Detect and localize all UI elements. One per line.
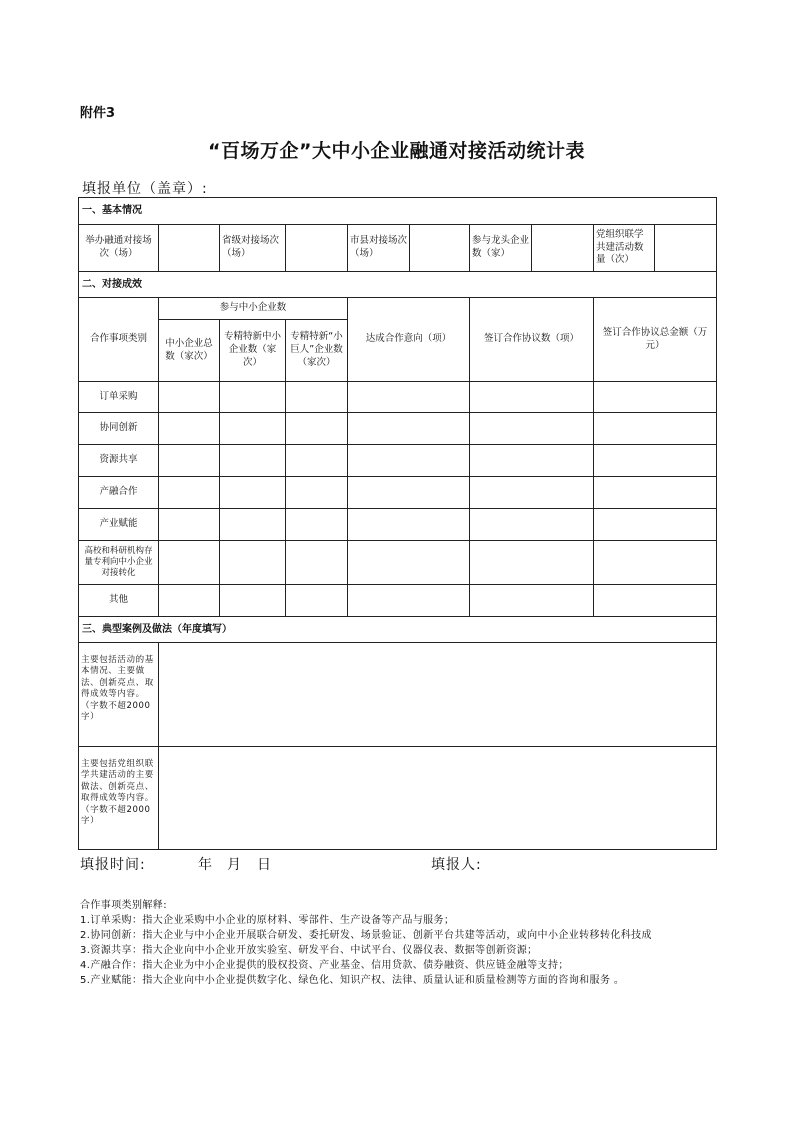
fill-year-label: 年 bbox=[198, 857, 213, 873]
row-label-order-purchase: 订单采购 bbox=[79, 382, 159, 413]
cell-input[interactable] bbox=[348, 477, 470, 509]
attachment-label: 附件3 bbox=[80, 106, 116, 121]
cell-input[interactable] bbox=[286, 445, 348, 477]
cell-input[interactable] bbox=[159, 382, 220, 413]
header-intent: 达成合作意向（项） bbox=[348, 298, 470, 382]
cell-input[interactable] bbox=[286, 477, 348, 509]
cell-input[interactable] bbox=[159, 477, 220, 509]
case-description-activities: 主要包括活动的基本情况、主要做法、创新亮点、取得成效等内容。（字数不超2000字） bbox=[79, 643, 159, 747]
cell-input[interactable] bbox=[286, 413, 348, 445]
note-item: 1.订单采购：指大企业采购中小企业的原材料、零部件、生产设备等产品与服务； bbox=[80, 915, 455, 926]
header-sme-group: 参与中小企业数 bbox=[159, 298, 348, 320]
section-basic-title: 一、基本情况 bbox=[79, 198, 717, 225]
cell-input[interactable] bbox=[286, 541, 348, 585]
row-label-co-innovation: 协同创新 bbox=[79, 413, 159, 445]
cell-input[interactable] bbox=[220, 477, 286, 509]
cell-input[interactable] bbox=[220, 509, 286, 541]
cell-input[interactable] bbox=[594, 585, 717, 617]
statistics-table bbox=[78, 197, 717, 850]
cell-input[interactable] bbox=[286, 382, 348, 413]
fill-time-label: 填报时间: bbox=[80, 857, 146, 873]
cell-input[interactable] bbox=[220, 585, 286, 617]
input-party-activities[interactable] bbox=[655, 225, 717, 272]
row-label-industry-empower: 产业赋能 bbox=[79, 509, 159, 541]
filler-label: 填报人: bbox=[431, 857, 482, 873]
input-provincial-sessions[interactable] bbox=[286, 225, 348, 272]
row-label-patent-transfer: 高校和科研机构存量专利向中小企业对接转化 bbox=[79, 541, 159, 585]
cell-input[interactable] bbox=[348, 541, 470, 585]
cell-input[interactable] bbox=[159, 445, 220, 477]
header-specialized: 专精特新中小企业数（家次） bbox=[220, 320, 286, 382]
row-label-resource-sharing: 资源共享 bbox=[79, 445, 159, 477]
cell-input[interactable] bbox=[470, 509, 594, 541]
section-cases-title: 三、典型案例及做法（年度填写） bbox=[79, 617, 717, 643]
notes-heading: 合作事项类别解释: bbox=[80, 900, 167, 911]
cell-input[interactable] bbox=[159, 585, 220, 617]
cell-input[interactable] bbox=[286, 585, 348, 617]
cell-input[interactable] bbox=[220, 382, 286, 413]
label-party-activities: 党组织联学共建活动数量（次） bbox=[594, 225, 655, 272]
cell-input[interactable] bbox=[594, 541, 717, 585]
cell-input[interactable] bbox=[594, 382, 717, 413]
cell-input[interactable] bbox=[159, 509, 220, 541]
cell-input[interactable] bbox=[220, 445, 286, 477]
section-results-title: 二、对接成效 bbox=[79, 272, 717, 298]
fill-unit-label: 填报单位（盖章）: bbox=[82, 181, 208, 197]
cell-input[interactable] bbox=[470, 413, 594, 445]
cell-input[interactable] bbox=[220, 413, 286, 445]
note-item: 2.协同创新：指大企业与中小企业开展联合研发、委托研发、场景验证、创新平台共建等活动，或向中小企业转移转化科技成 bbox=[80, 930, 652, 941]
cell-input[interactable] bbox=[220, 541, 286, 585]
cell-input[interactable] bbox=[348, 445, 470, 477]
cell-input[interactable] bbox=[594, 477, 717, 509]
note-item: 5.产业赋能：指大企业向中小企业提供数字化、绿色化、知识产权、法律、质量认证和质量检测等方面的咨询和服务 。 bbox=[80, 975, 625, 986]
row-label-industry-finance: 产融合作 bbox=[79, 477, 159, 509]
cell-input[interactable] bbox=[594, 413, 717, 445]
input-total-sessions[interactable] bbox=[159, 225, 220, 272]
cell-input[interactable] bbox=[470, 585, 594, 617]
label-provincial-sessions: 省级对接场次（场） bbox=[220, 225, 286, 272]
header-category: 合作事项类别 bbox=[79, 298, 159, 382]
fill-month-label: 月 bbox=[227, 857, 242, 873]
note-item: 3.资源共享：指大企业向中小企业开放实验室、研发平台、中试平台、仪器仪表、数据等创新资源； bbox=[80, 945, 538, 956]
cell-input[interactable] bbox=[348, 585, 470, 617]
case-description-party: 主要包括党组织联学共建活动的主要做法、创新亮点、取得成效等内容。（字数不超2000字） bbox=[79, 747, 159, 850]
header-agreements: 签订合作协议数（项） bbox=[470, 298, 594, 382]
label-total-sessions: 举办融通对接场次（场） bbox=[79, 225, 159, 272]
input-leading-enterprises[interactable] bbox=[532, 225, 594, 272]
cell-input[interactable] bbox=[470, 382, 594, 413]
note-item: 4.产融合作：指大企业为中小企业提供的股权投资、产业基金、信用贷款、债券融资、供应链金融等支持； bbox=[80, 960, 569, 971]
input-city-sessions[interactable] bbox=[410, 225, 470, 272]
category-notes bbox=[80, 898, 740, 988]
row-label-other: 其他 bbox=[79, 585, 159, 617]
cell-input[interactable] bbox=[286, 509, 348, 541]
cell-input[interactable] bbox=[159, 541, 220, 585]
cell-input[interactable] bbox=[159, 413, 220, 445]
cell-input[interactable] bbox=[348, 413, 470, 445]
cell-input[interactable] bbox=[348, 509, 470, 541]
form-title: “百场万企”大中小企业融通对接活动统计表 bbox=[208, 140, 585, 162]
header-amount: 签订合作协议总金额（万元） bbox=[594, 298, 717, 382]
header-little-giant: 专精特新“小巨人”企业数（家次） bbox=[286, 320, 348, 382]
cell-input[interactable] bbox=[594, 509, 717, 541]
label-leading-enterprises: 参与龙头企业数（家） bbox=[470, 225, 532, 272]
case-input-activities[interactable] bbox=[159, 643, 717, 747]
cell-input[interactable] bbox=[470, 541, 594, 585]
cell-input[interactable] bbox=[594, 445, 717, 477]
label-city-sessions: 市县对接场次（场） bbox=[348, 225, 410, 272]
case-input-party[interactable] bbox=[159, 747, 717, 850]
fill-day-label: 日 bbox=[257, 857, 272, 873]
cell-input[interactable] bbox=[470, 477, 594, 509]
cell-input[interactable] bbox=[348, 382, 470, 413]
cell-input[interactable] bbox=[470, 445, 594, 477]
header-sme-total: 中小企业总数（家次） bbox=[159, 320, 220, 382]
